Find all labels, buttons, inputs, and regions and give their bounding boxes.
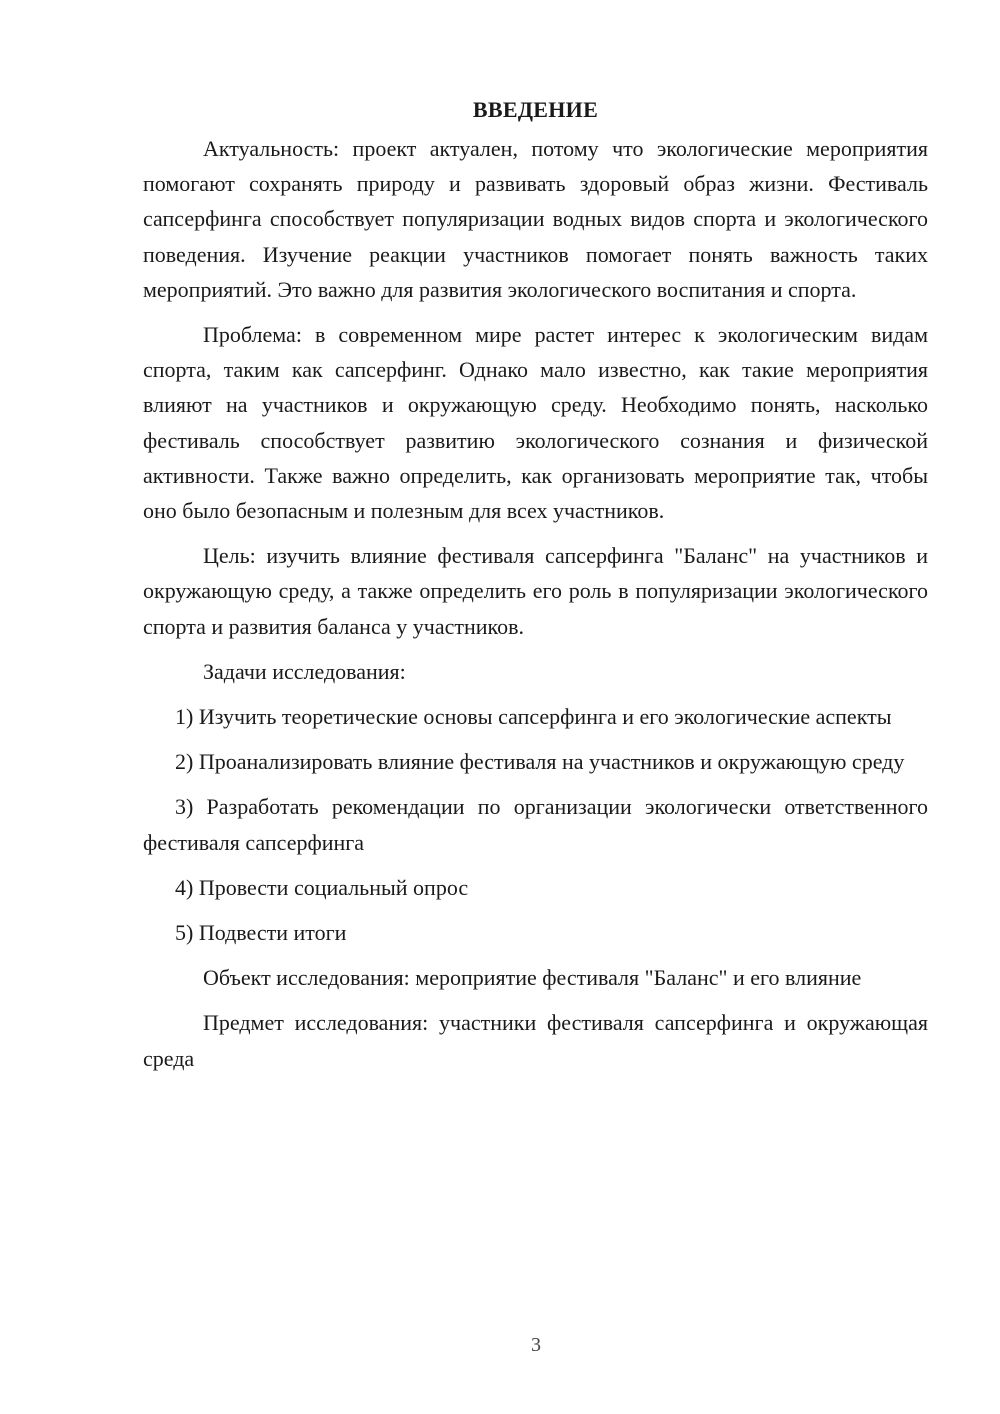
paragraph-problem: Проблема: в современном мире растет интерес к экологическим видам спорта, таким как сапсерфинг. Однако мало известно, как такие мероприятия влияют на участников и окружающую среду. Необходимо понять, насколько фестиваль способствует развитию экологического сознания и физической активности. Также важно определить, как организовать мероприятие так, чтобы оно было безопасным и полезным для всех участников. bbox=[143, 322, 928, 524]
list-item-task-5: 5) Подвести итоги bbox=[175, 920, 347, 946]
list-item-task-3: 3) Разработать рекомендации по организации экологически ответственного фестиваля сапсерфинга bbox=[143, 794, 928, 855]
tasks-heading: Задачи исследования: bbox=[203, 658, 406, 684]
list-item-task-2: 2) Проанализировать влияние фестиваля на участников и окружающую среду bbox=[175, 749, 905, 775]
document-page bbox=[143, 92, 928, 1076]
page-number: 3 bbox=[531, 1334, 541, 1356]
paragraph-goal: Цель: изучить влияние фестиваля сапсерфинга "Баланс" на участников и окружающую среду, а также определить его роль в популяризации экологического спорта и развития баланса у участников. bbox=[143, 543, 928, 639]
page-title: ВВЕДЕНИЕ bbox=[472, 97, 599, 122]
list-item-task-1: 1) Изучить теоретические основы сапсерфинга и его экологические аспекты bbox=[175, 704, 892, 730]
list-item-task-4: 4) Провести социальный опрос bbox=[175, 874, 469, 900]
paragraph-relevance: Актуальность: проект актуален, потому что экологические мероприятия помогают сохранять природу и развивать здоровый образ жизни. Фестиваль сапсерфинга способствует популяризации водных видов спорта и экологического поведения. Изучение реакции участников помогает понять важность таких мероприятий. Это важно для развития экологического воспитания и спорта. bbox=[143, 136, 928, 302]
paragraph-object: Объект исследования: мероприятие фестиваля "Баланс" и его влияние bbox=[203, 965, 862, 991]
paragraph-subject: Предмет исследования: участники фестиваля сапсерфинга и окружающая среда bbox=[143, 1010, 928, 1071]
